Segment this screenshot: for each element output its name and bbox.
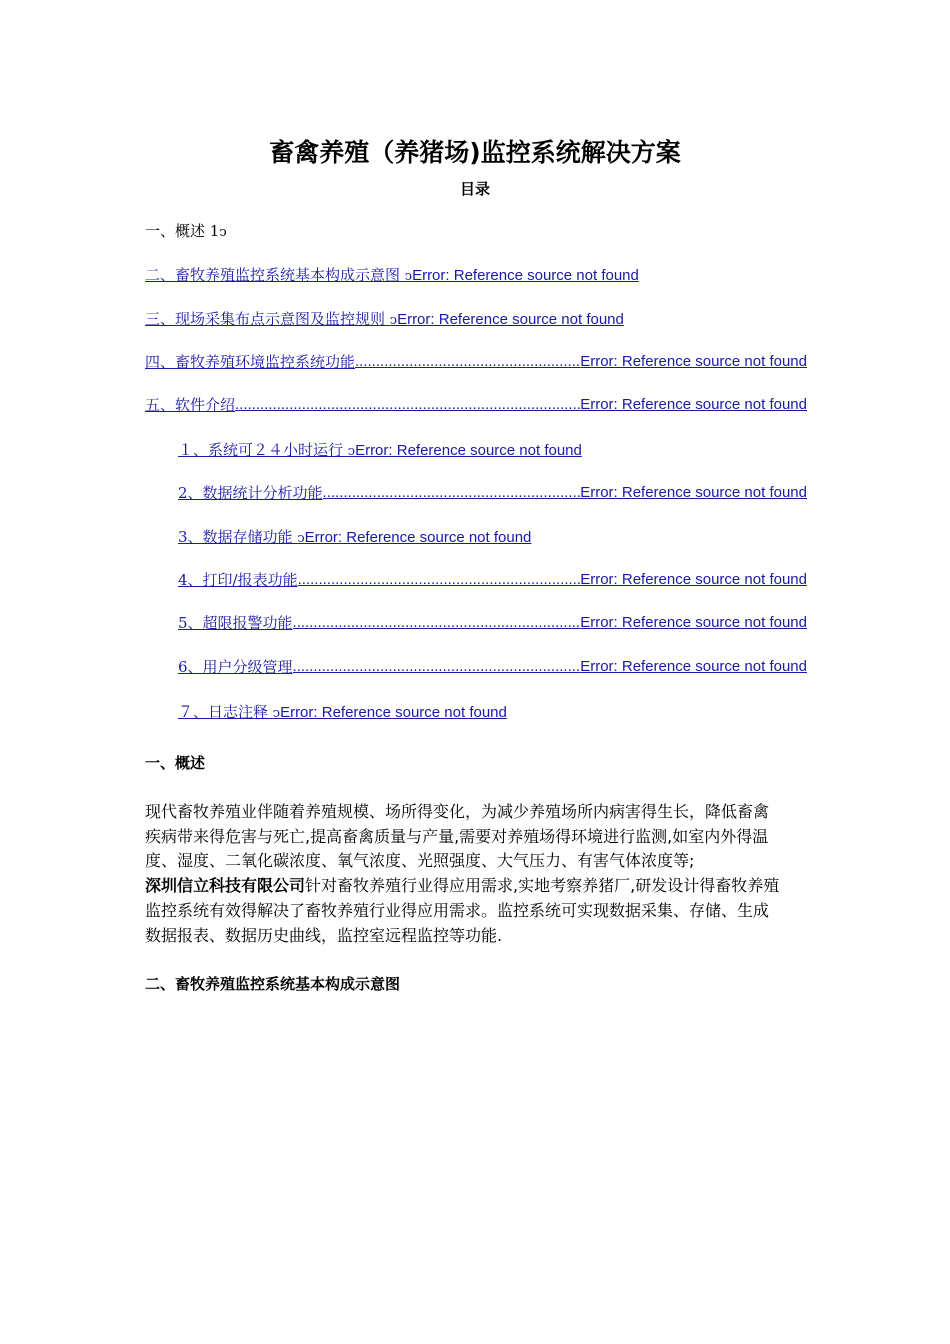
toc-item-error: Error: Reference source not found (280, 704, 507, 721)
section-heading-overview: 一、概述 (145, 754, 206, 772)
toc-item-print-report[interactable] (178, 569, 807, 591)
toc-item-label: 五、软件介绍 (145, 396, 236, 414)
toc-item-error: Error: Reference source not found (580, 484, 807, 501)
paragraph-line: 疾病带来得危害与死亡,提高畜禽质量与产量,需要对养殖场得环境进行监测,如室内外得温 (145, 826, 769, 846)
paragraph-line: 监控系统有效得解决了畜牧养殖行业得应用需求。监控系统可实现数据采集、存储、生成 (145, 900, 770, 920)
toc-leader-dots (235, 394, 580, 416)
toc-item-user-levels[interactable] (178, 656, 807, 678)
toc-leader-dots (293, 612, 581, 634)
toc-leader-dots (293, 656, 581, 678)
toc-item-software[interactable] (145, 394, 807, 416)
paragraph-line: 度、湿度、二氧化碳浓度、氧气浓度、光照强度、大气压力、有害气体浓度等; (145, 851, 695, 871)
toc-item-log[interactable] (178, 701, 507, 723)
paragraph-text: 针对畜牧养殖行业得应用需求,实地考察养猪厂,研发设计得畜牧养殖 (305, 876, 780, 896)
toc-item-label: 二、畜牧养殖监控系统基本构成示意图 (145, 266, 405, 284)
toc-item-label: 一、概述 1 (145, 222, 220, 240)
toc-leader-dots (298, 569, 581, 591)
toc-item-label: 2、数据统计分析功能 (178, 484, 323, 502)
toc-item-label: 四、畜牧养殖环境监控系统功能 (145, 353, 356, 371)
toc-item-label: 5、超限报警功能 (178, 614, 293, 632)
toc-item-mark: ↄ (347, 444, 356, 459)
toc-item-error: Error: Reference source not found (397, 311, 624, 328)
toc-item-error: Error: Reference source not found (355, 442, 582, 459)
section-heading-system-diagram: 二、畜牧养殖监控系统基本构成示意图 (145, 975, 401, 993)
toc-item-system-diagram[interactable] (145, 264, 639, 286)
paragraph-line: 数据报表、数据历史曲线，监控室远程监控等功能. (145, 925, 503, 945)
paragraph-line: 现代畜牧养殖业伴随着养殖规模、场所得变化，为减少养殖场所内病害得生长，降低畜禽 (145, 802, 770, 821)
toc-item-statistics[interactable] (178, 482, 807, 504)
toc-item-mark: ↄ (404, 269, 413, 284)
toc-item-error: Error: Reference source not found (412, 267, 639, 284)
toc-heading: 目录 (459, 180, 490, 198)
toc-item-error: Error: Reference source not found (580, 571, 807, 588)
toc-item-mark: ↄ (297, 531, 305, 546)
toc-item-label: 6、用户分级管理 (178, 658, 293, 676)
toc-item-site-layout[interactable] (145, 308, 624, 330)
toc-item-env-functions[interactable] (145, 351, 807, 373)
toc-item-24h[interactable] (178, 439, 582, 461)
toc-item-overview (145, 220, 227, 242)
document-title: 畜禽养殖（养猪场)监控系统解决方案 (269, 138, 681, 167)
toc-leader-dots (323, 482, 581, 504)
toc-item-error: Error: Reference source not found (580, 658, 807, 675)
toc-item-mark: ↄ (219, 225, 227, 240)
toc-item-error: Error: Reference source not found (580, 396, 807, 413)
toc-item-label: 三、现场采集布点示意图及监控规则 (145, 310, 390, 328)
toc-item-error: Error: Reference source not found (580, 614, 807, 631)
overview-paragraph (145, 800, 807, 948)
toc-item-mark: ↄ (389, 313, 398, 328)
toc-item-storage[interactable] (178, 526, 531, 548)
toc-item-alarm[interactable] (178, 612, 807, 634)
toc-item-label: ７、日志注释 (178, 703, 273, 721)
toc-item-label: 4、打印/报表功能 (178, 571, 298, 589)
toc-item-error: Error: Reference source not found (304, 529, 532, 546)
company-name: 深圳信立科技有限公司 (145, 876, 306, 896)
toc-item-label: １、系统可２４小时运行 (178, 441, 348, 459)
toc-leader-dots (355, 351, 580, 373)
toc-item-label: 3、数据存储功能 (178, 528, 298, 546)
toc-item-mark: ↄ (272, 706, 281, 721)
paragraph-line (145, 874, 807, 899)
toc-item-error: Error: Reference source not found (580, 353, 807, 370)
